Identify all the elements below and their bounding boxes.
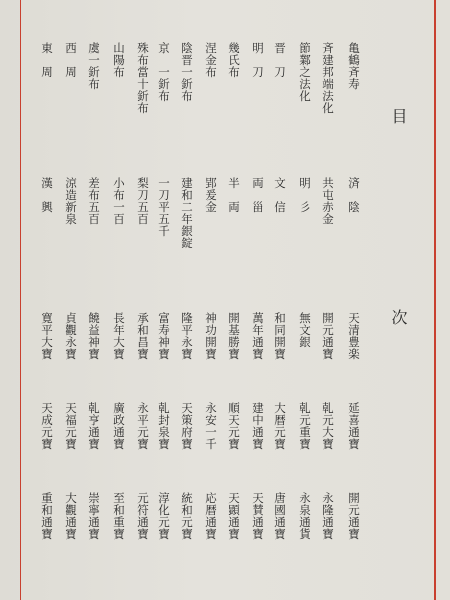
contents-entry: 明 彡 <box>298 177 312 213</box>
contents-entry: 亀鶴斉寿 <box>347 42 361 90</box>
contents-entry: 小布一百 <box>112 177 126 225</box>
contents-entry: 陰晋一釿布 <box>180 42 194 102</box>
contents-entry: 虞一釿布 <box>87 42 101 90</box>
contents-entry: 廣政通寶 <box>112 402 126 450</box>
contents-entry: 無文銀 <box>298 312 312 348</box>
contents-column <box>110 42 128 582</box>
contents-entry: 永泉通貨 <box>298 492 312 540</box>
contents-column <box>85 42 103 582</box>
contents-entry: 差布五百 <box>87 177 101 225</box>
contents-entry: 開元通寶 <box>321 312 335 360</box>
contents-entry: 大暦元寶 <box>273 402 287 450</box>
contents-entry: 一刀平五千 <box>157 177 171 237</box>
contents-entry: 山陽布 <box>112 42 126 78</box>
contents-entry: 隆平永寶 <box>180 312 194 360</box>
contents-entry: 和同開寶 <box>273 312 287 360</box>
page-title: 目 次 <box>389 108 408 416</box>
contents-column <box>249 42 267 582</box>
contents-entry: 共屯赤金 <box>321 177 335 225</box>
right-red-rule <box>434 0 436 600</box>
contents-entry: 東 周 <box>40 42 54 78</box>
contents-entry: 節鄴之法化 <box>298 42 312 102</box>
contents-entry: 明 刀 <box>251 42 265 78</box>
contents-entry: 永安一千 <box>204 402 218 450</box>
contents-entry: 乹元重寶 <box>298 402 312 450</box>
contents-entry: 萬年通寶 <box>251 312 265 360</box>
contents-entry: 寛平大寶 <box>40 312 54 360</box>
contents-entry: 元符通寶 <box>136 492 150 540</box>
contents-entry: 文 信 <box>273 177 287 213</box>
contents-column <box>155 42 173 582</box>
contents-entry: 応暦通寶 <box>204 492 218 540</box>
contents-entry: 乹封泉寶 <box>157 402 171 450</box>
contents-entry: 重和通寶 <box>40 492 54 540</box>
contents-entry: 京 一釿布 <box>157 42 171 102</box>
contents-entry: 神功開寶 <box>204 312 218 360</box>
contents-entry: 永平元寶 <box>136 402 150 450</box>
contents-entry: 富寿神寶 <box>157 312 171 360</box>
contents-entry: 建和二年銀錠 <box>180 177 194 249</box>
contents-entry: 半 両 <box>227 177 241 213</box>
contents-entry: 長年大寶 <box>112 312 126 360</box>
contents-column <box>62 42 80 582</box>
contents-column <box>271 42 289 582</box>
contents-entry: 乹亨通寶 <box>87 402 101 450</box>
contents-entry: 淳化元寶 <box>157 492 171 540</box>
contents-entry: 涅金布 <box>204 42 218 78</box>
contents-column <box>134 42 152 582</box>
contents-entry: 順天元寶 <box>227 402 241 450</box>
contents-entry: 漢 興 <box>40 177 54 213</box>
contents-entry: 殊布當十釿布 <box>136 42 150 114</box>
contents-entry: 大觀通寶 <box>64 492 78 540</box>
contents-entry: 天福元寶 <box>64 402 78 450</box>
contents-entry: 郢爰金 <box>204 177 218 213</box>
contents-entry: 天成元寶 <box>40 402 54 450</box>
contents-column <box>38 42 56 582</box>
contents-entry: 天策府寶 <box>180 402 194 450</box>
contents-column <box>202 42 220 582</box>
contents-entry: 天賛通寶 <box>251 492 265 540</box>
contents-entry: 承和昌寶 <box>136 312 150 360</box>
contents-entry: 饒益神寶 <box>87 312 101 360</box>
contents-entry: 開元通寶 <box>347 492 361 540</box>
contents-entry: 建中通寶 <box>251 402 265 450</box>
contents-entry: 涼造新泉 <box>64 177 78 225</box>
contents-entry: 両 甾 <box>251 177 265 213</box>
contents-column <box>225 42 243 582</box>
contents-entry: 崇寧通寶 <box>87 492 101 540</box>
contents-entry: 晋 刀 <box>273 42 287 78</box>
contents-column <box>319 42 337 582</box>
contents-entry: 天顕通寶 <box>227 492 241 540</box>
contents-entry: 梨刀五百 <box>136 177 150 225</box>
contents-entry: 統和元寶 <box>180 492 194 540</box>
contents-column <box>178 42 196 582</box>
contents-column <box>345 42 363 582</box>
left-red-rule <box>20 0 21 600</box>
contents-entry: 永隆通寶 <box>321 492 335 540</box>
contents-entry: 幾氏布 <box>227 42 241 78</box>
contents-column <box>296 42 314 582</box>
contents-entry: 西 周 <box>64 42 78 78</box>
contents-entry: 済 陰 <box>347 177 361 213</box>
contents-entry: 開基勝寶 <box>227 312 241 360</box>
contents-entry: 至和重寶 <box>112 492 126 540</box>
contents-entry: 斉建邦端法化 <box>321 42 335 114</box>
contents-entry: 乹元大寶 <box>321 402 335 450</box>
contents-entry: 天清豊楽 <box>347 312 361 360</box>
contents-entry: 唐國通寶 <box>273 492 287 540</box>
contents-entry: 貞觀永寶 <box>64 312 78 360</box>
contents-entry: 延喜通寶 <box>347 402 361 450</box>
